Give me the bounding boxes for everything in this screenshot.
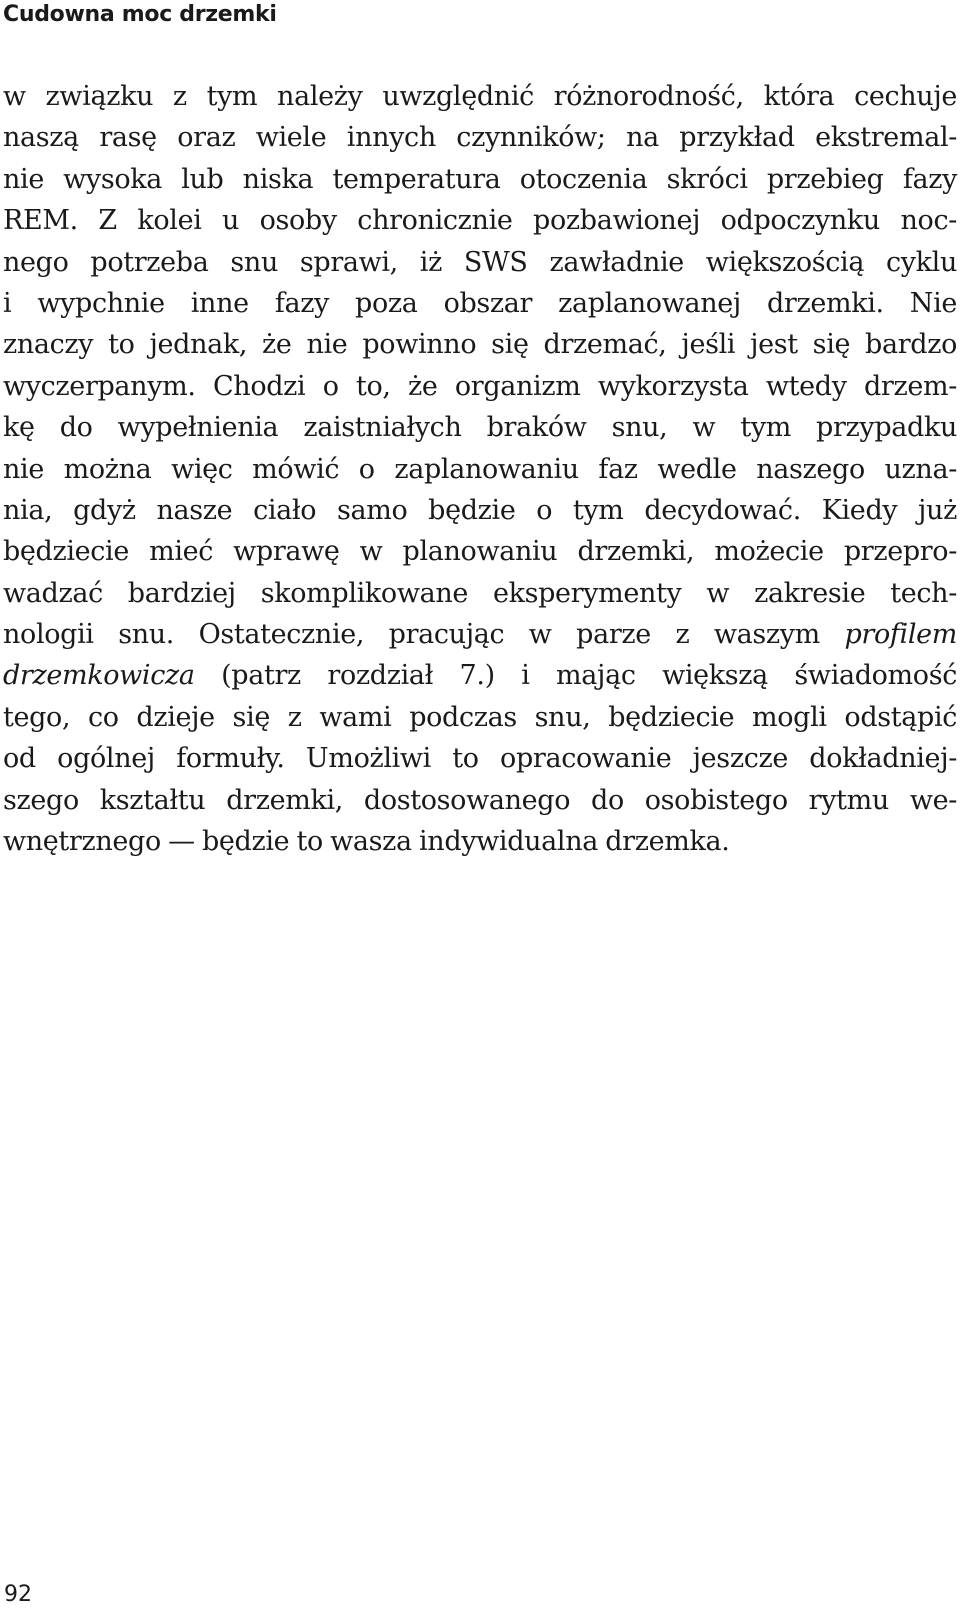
text-segment: nego potrzeba snu sprawi, iż SWS zawładnie większością cyklu — [3, 246, 957, 278]
text-segment: nie wysoka lub niska temperatura otoczenia skróci przebieg fazy — [3, 163, 957, 195]
text-line — [3, 531, 957, 572]
text-segment: nie można więc mówić o zaplanowaniu faz wedle naszego uzna- — [3, 453, 957, 485]
text-segment: wadzać bardziej skomplikowane eksperymenty w zakresie tech- — [3, 577, 957, 609]
text-line — [3, 449, 957, 490]
text-segment: w związku z tym należy uwzględnić różnorodność, która cechuje — [3, 81, 957, 112]
text-line — [3, 490, 957, 531]
text-line — [3, 573, 957, 614]
text-line — [3, 780, 957, 821]
body-paragraph — [3, 76, 957, 862]
text-line — [3, 407, 957, 448]
text-line — [3, 324, 957, 365]
text-line — [3, 614, 957, 655]
text-segment: nologii snu. Ostatecznie, pracując w parze z waszym — [3, 619, 845, 651]
text-segment: kę do wypełnienia zaistniałych braków snu, w tym przypadku — [3, 412, 957, 444]
text-line — [3, 366, 957, 407]
text-line — [3, 200, 957, 241]
text-line — [3, 117, 957, 158]
text-line — [3, 242, 957, 283]
text-segment: od ogólnej formuły. Umożliwi to opracowanie jeszcze dokładniej- — [3, 743, 957, 775]
text-segment: (patrz rozdział 7.) i mając większą świadomość — [194, 660, 957, 692]
text-segment: naszą rasę oraz wiele innych czynników; na przykład ekstremal- — [3, 122, 957, 154]
text-segment: będziecie mieć wprawę w planowaniu drzemki, możecie przepro- — [3, 536, 957, 568]
text-segment: nia, gdyż nasze ciało samo będzie o tym decydować. Kiedy już — [3, 494, 957, 526]
text-segment: znaczy to jednak, że nie powinno się drzemać, jeśli jest się bardzo — [3, 329, 957, 361]
italic-text: profilem — [844, 619, 957, 651]
text-segment: wnętrznego — będzie to wasza indywidualna drzemka. — [3, 826, 730, 858]
text-segment: i wypchnie inne fazy poza obszar zaplanowanej drzemki. Nie — [3, 287, 957, 319]
text-line — [3, 655, 957, 696]
text-line — [3, 159, 957, 200]
running-head: Cudowna moc drzemki — [3, 2, 277, 27]
text-line — [3, 283, 957, 324]
text-segment: wyczerpanym. Chodzi o to, że organizm wykorzysta wtedy drzem- — [3, 370, 957, 402]
text-segment: REM. Z kolei u osoby chronicznie pozbawionej odpoczynku noc- — [3, 205, 957, 237]
text-line — [3, 821, 957, 862]
text-line — [3, 697, 957, 738]
text-line — [3, 738, 957, 779]
text-segment: szego kształtu drzemki, dostosowanego do osobistego rytmu we- — [3, 784, 957, 816]
text-line — [3, 76, 957, 117]
text-segment: tego, co dzieje się z wami podczas snu, będziecie mogli odstąpić — [3, 701, 957, 733]
page-number: 92 — [4, 1582, 32, 1607]
italic-text: drzemkowicza — [3, 660, 195, 692]
